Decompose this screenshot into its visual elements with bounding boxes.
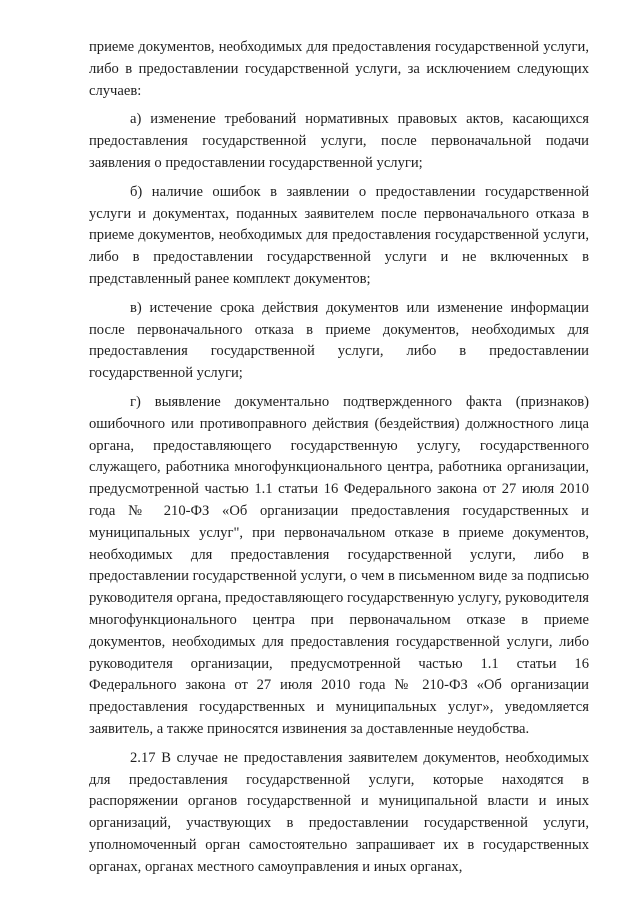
paragraph-item-g: г) выявление документально подтвержденного факта (признаков) ошибочного или противоправного действия (бездействия) должностного лица органа, предоставляющего государственную услугу, государственного служащего, работника многофункционального центра, работника организации, предусмотренной частью 1.1 статьи 16 Федерального закона от 27 июля 2010 года № 210-ФЗ «Об организации предоставления государственных и муниципальных услуг", при первоначальном отказе в приеме документов, необходимых для предоставления государственной услуги, либо в предоставлении государственной услуги, о чем в письменном виде за подписью руководителя органа, предоставляющего государственную услугу, руководителя многофункционального центра при первоначальном отказе в приеме документов, необходимых для предоставления государственной услуги, либо руководителя организации, предусмотренной частью 1.1 статьи 16 Федерального закона от 27 июля 2010 года № 210-ФЗ «Об организации предоставления государственных и муниципальных услуг», уведомляется заявитель, а также приносятся извинения за доставленные неудобства. bbox=[89, 393, 589, 737]
document-body bbox=[89, 37, 589, 878]
paragraph-continuation: приеме документов, необходимых для предоставления государственной услуги, либо в предоставлении государственной услуги, за исключением следующих случаев: bbox=[89, 39, 589, 99]
paragraph-item-a: а) изменение требований нормативных правовых актов, касающихся предоставления государственной услуги, после первоначальной подачи заявления о предоставлении государственной услуги; bbox=[89, 111, 589, 171]
paragraph-item-v: в) истечение срока действия документов или изменение информации после первоначального отказа в приеме документов, необходимых для предоставления государственной услуги, либо в предоставлении государственной услуги; bbox=[89, 299, 589, 382]
paragraph-section-2-17: 2.17 В случае не предоставления заявителем документов, необходимых для предоставления государственной услуги, которые находятся в распоряжении органов государственной и муниципальной власти и иных организаций, участвующих в предоставлении государственной услуги, уполномоченный орган самостоятельно запрашивает их в государственных органах, органах местного самоуправления и иных органах, bbox=[89, 749, 589, 875]
paragraph-item-b: б) наличие ошибок в заявлении о предоставлении государственной услуги и документах, поданных заявителем после первоначального отказа в приеме документов, необходимых для предоставления государственной услуги, либо в предоставлении государственной услуги и не включенных в представленный ранее комплект документов; bbox=[89, 183, 589, 287]
